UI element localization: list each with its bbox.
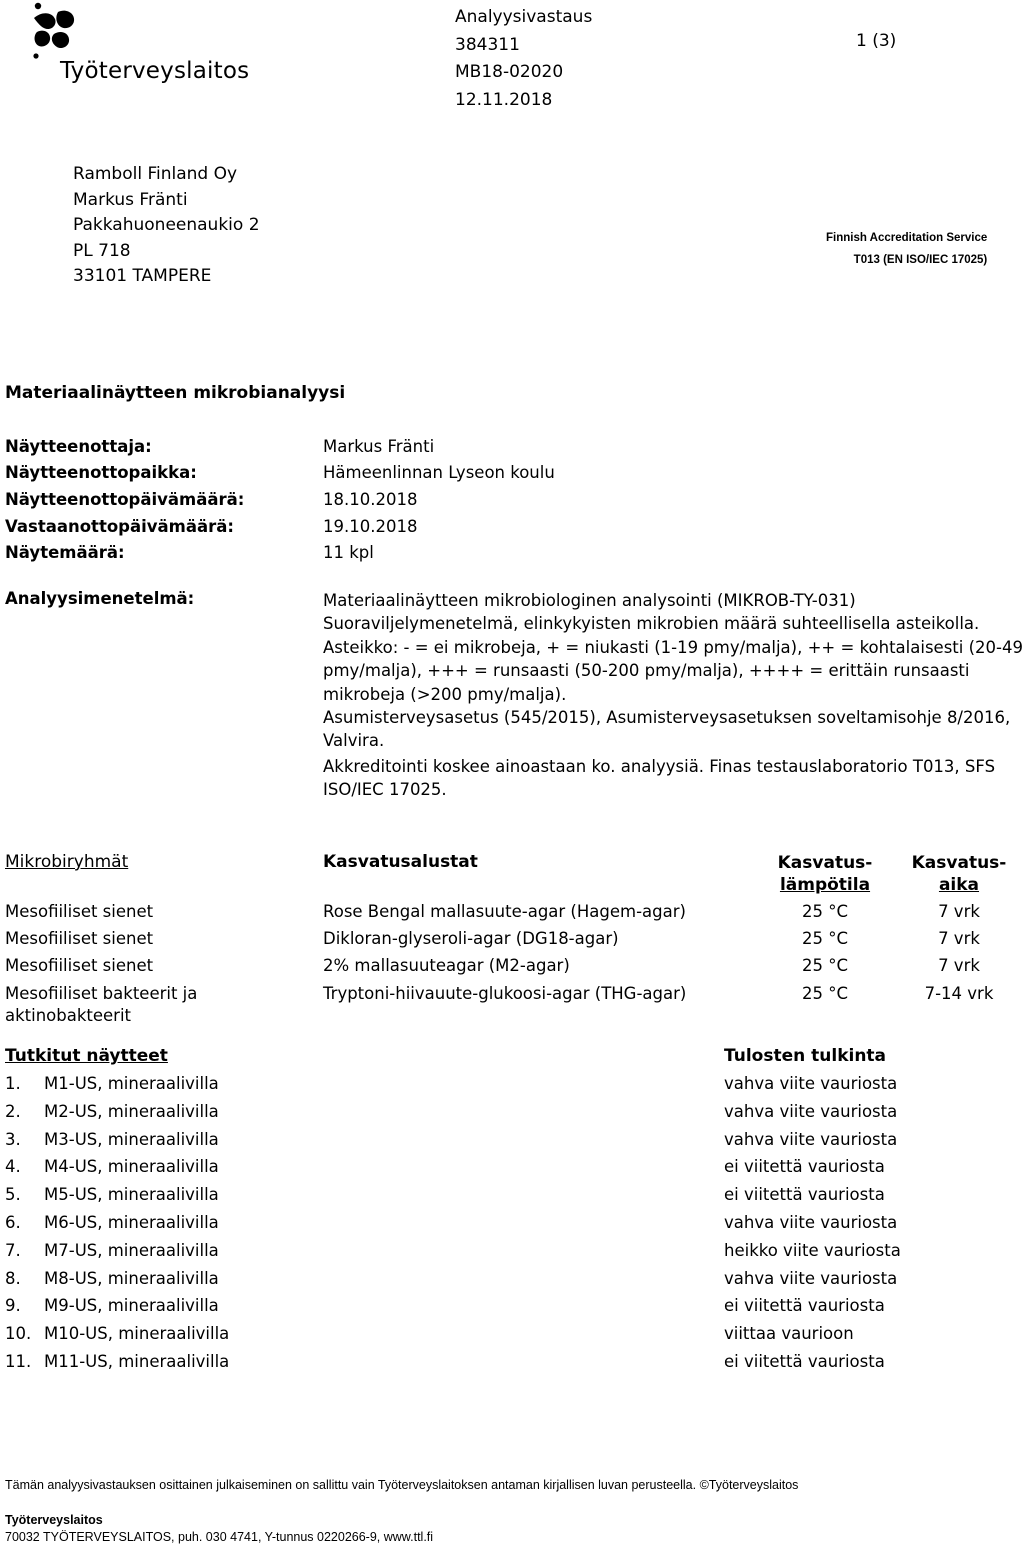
column-header-samples: Tutkitut näytteet xyxy=(5,1046,168,1066)
sampling-place-label: Näytteenottopaikka: xyxy=(5,463,197,482)
growth-medium: Dikloran-glyseroli-agar (DG18-agar) xyxy=(323,929,619,948)
sample-name: M8-US, mineraalivilla xyxy=(44,1269,219,1288)
column-header-interpretation: Tulosten tulkinta xyxy=(724,1046,887,1066)
sample-count-value: 11 kpl xyxy=(323,543,374,562)
growth-temperature: 25 °C xyxy=(801,929,848,948)
growth-temperature: 25 °C xyxy=(801,984,848,1003)
sample-interpretation: ei viitettä vauriosta xyxy=(724,1352,885,1371)
sample-interpretation: vahva viite vauriosta xyxy=(724,1074,898,1093)
sample-interpretation: ei viitettä vauriosta xyxy=(724,1296,885,1315)
address-line: Ramboll Finland Oy xyxy=(73,164,238,184)
growth-medium: Rose Bengal mallasuute-agar (Hagem-agar) xyxy=(323,902,686,921)
sample-interpretation: heikko viite vauriosta xyxy=(724,1241,901,1260)
received-date-label: Vastaanottopäivämäärä: xyxy=(5,517,234,536)
regulation-reference: Asumisterveysasetus (545/2015), Asumisterveysasetuksen soveltamisohje 8/2016, Valvira. xyxy=(323,708,1011,751)
growth-time: 7 vrk xyxy=(938,902,980,921)
growth-medium: 2% mallasuuteagar (M2-agar) xyxy=(323,956,570,975)
growth-time: 7 vrk xyxy=(938,956,980,975)
sample-number: 1. xyxy=(5,1074,21,1093)
sample-number: 11. xyxy=(5,1352,32,1371)
method-line: Suoraviljelymenetelmä, elinkykyisten mikrobien määrä suhteellisella asteikolla. xyxy=(323,614,980,634)
reference-number: MB18-02020 xyxy=(455,62,564,82)
sample-name: M10-US, mineraalivilla xyxy=(44,1324,230,1343)
accreditation-service: Finnish Accreditation Service xyxy=(826,232,988,244)
sample-count-label: Näytemäärä: xyxy=(5,543,125,562)
document-header xyxy=(455,4,592,114)
method-label: Analyysimenetelmä: xyxy=(5,589,195,608)
accreditation-code: T013 (EN ISO/IEC 17025) xyxy=(853,254,988,266)
accreditation-note: Akkreditointi koskee ainoastaan ko. analyysiä. Finas testauslaboratorio T013, SFS ISO/IEC 17025. xyxy=(323,756,996,800)
footer-organization: Työterveyslaitos xyxy=(5,1513,103,1527)
section-title: Materiaalinäytteen mikrobianalyysi xyxy=(5,383,346,403)
accreditation-mark xyxy=(826,227,987,271)
sample-name: M4-US, mineraalivilla xyxy=(44,1157,219,1176)
sample-interpretation: ei viitettä vauriosta xyxy=(724,1157,885,1176)
sampler-value: Markus Fränti xyxy=(323,437,435,456)
header-line: Kasvatus- xyxy=(911,853,1007,873)
method-line: Materiaalinäytteen mikrobiologinen analysointi (MIKROB-TY-031) xyxy=(323,591,856,610)
sample-name: M1-US, mineraalivilla xyxy=(44,1074,219,1093)
organization-logo-icon xyxy=(28,2,88,60)
document-type: Analyysivastaus xyxy=(455,7,593,27)
column-header-media: Kasvatusalustat xyxy=(323,852,478,872)
header-line: lämpötila xyxy=(779,875,871,895)
sample-name: M5-US, mineraalivilla xyxy=(44,1185,219,1204)
sample-number: 2. xyxy=(5,1102,21,1121)
sample-number: 6. xyxy=(5,1213,21,1232)
sample-name: M9-US, mineraalivilla xyxy=(44,1296,219,1315)
sample-interpretation: vahva viite vauriosta xyxy=(724,1130,898,1149)
organization-logo-text: Työterveyslaitos xyxy=(60,58,250,84)
document-date: 12.11.2018 xyxy=(455,89,553,110)
page-number: 1 (3) xyxy=(856,31,897,51)
sample-interpretation: ei viitettä vauriosta xyxy=(724,1185,885,1204)
address-line: Pakkahuoneenaukio 2 xyxy=(73,215,260,235)
header-line: Kasvatus- xyxy=(777,853,873,873)
header-line: aika xyxy=(938,875,980,895)
sampling-place-value: Hämeenlinnan Lyseon koulu xyxy=(323,463,555,482)
column-header-microbe-groups: Mikrobiryhmät xyxy=(5,852,129,872)
document-number: 384311 xyxy=(455,34,520,55)
address-line: Markus Fränti xyxy=(73,189,188,210)
address-line: PL 718 xyxy=(73,240,131,261)
sampler-label: Näytteenottaja: xyxy=(5,437,152,456)
microbe-group: Mesofiiliset bakteerit ja xyxy=(5,984,198,1003)
growth-time: 7 vrk xyxy=(938,929,980,948)
growth-time: 7-14 vrk xyxy=(924,984,994,1003)
sample-interpretation: viittaa vaurioon xyxy=(724,1324,854,1343)
sample-number: 3. xyxy=(5,1130,21,1149)
sample-name: M7-US, mineraalivilla xyxy=(44,1241,219,1260)
microbe-group: Mesofiiliset sienet xyxy=(5,956,154,975)
sample-number: 8. xyxy=(5,1269,21,1288)
sample-name: M2-US, mineraalivilla xyxy=(44,1102,219,1121)
sampling-date-value: 18.10.2018 xyxy=(323,490,418,509)
footer-copyright-note: Tämän analyysivastauksen osittainen julkaiseminen on sallittu vain Työterveyslaitoksen antaman kirjallisen luvan perusteella. ©Työterveyslaitos xyxy=(5,1478,799,1492)
sample-interpretation: vahva viite vauriosta xyxy=(724,1269,898,1288)
sample-name: M6-US, mineraalivilla xyxy=(44,1213,219,1232)
footer-address: 70032 TYÖTERVEYSLAITOS, puh. 030 4741, Y-tunnus 0220266-9, www.ttl.fi xyxy=(5,1530,434,1544)
sample-interpretation: vahva viite vauriosta xyxy=(724,1102,898,1121)
sample-number: 10. xyxy=(5,1324,32,1343)
sample-interpretation: vahva viite vauriosta xyxy=(724,1213,898,1232)
column-header-temperature xyxy=(774,852,876,896)
received-date-value: 19.10.2018 xyxy=(323,517,418,536)
recipient-address xyxy=(73,162,260,290)
sample-number: 7. xyxy=(5,1241,21,1260)
column-header-time xyxy=(904,852,1014,896)
method-description xyxy=(323,589,1023,802)
scale-description: Asteikko: - = ei mikrobeja, + = niukasti (1-19 pmy/malja), ++ = kohtalaisesti (20-49 pmy/malja), +++ = runsaasti (50-200 pmy/malja), ++++ = erittäin runsaasti mikrobeja (>200 pmy/malja). xyxy=(323,637,1023,704)
microbe-group: Mesofiiliset sienet xyxy=(5,929,154,948)
sample-name: M11-US, mineraalivilla xyxy=(44,1352,230,1371)
microbe-group-continued: aktinobakteerit xyxy=(5,1006,132,1025)
growth-temperature: 25 °C xyxy=(801,956,848,975)
sample-number: 9. xyxy=(5,1296,21,1315)
address-line: 33101 TAMPERE xyxy=(73,266,212,286)
growth-temperature: 25 °C xyxy=(801,902,848,921)
sample-number: 4. xyxy=(5,1157,21,1176)
growth-medium: Tryptoni-hiivauute-glukoosi-agar (THG-agar) xyxy=(323,984,687,1003)
sample-number: 5. xyxy=(5,1185,21,1204)
sampling-date-label: Näytteenottopäivämäärä: xyxy=(5,490,245,509)
microbe-group: Mesofiiliset sienet xyxy=(5,902,154,921)
sample-name: M3-US, mineraalivilla xyxy=(44,1130,219,1149)
